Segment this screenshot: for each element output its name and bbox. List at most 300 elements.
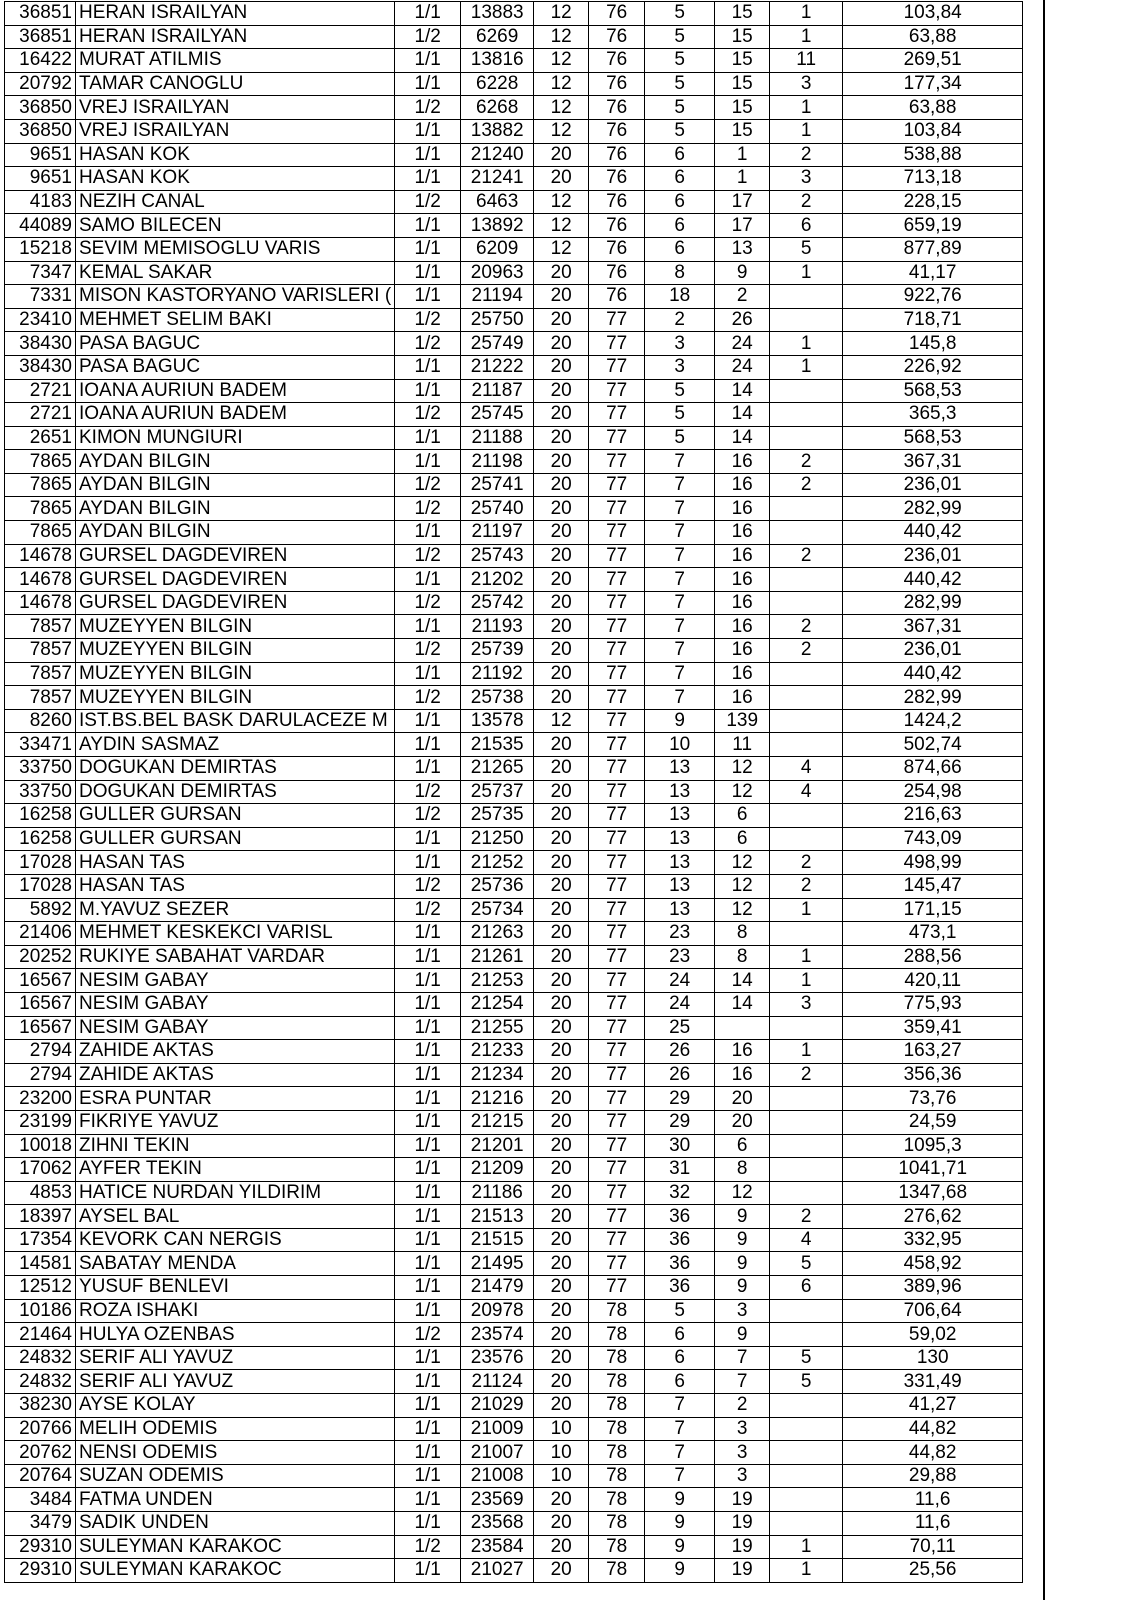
cell-a: 20	[534, 261, 589, 285]
cell-no: 21515	[461, 1228, 534, 1252]
cell-id: 33750	[5, 757, 76, 781]
cell-a: 20	[534, 1228, 589, 1252]
cell-share: 1/1	[395, 1040, 461, 1064]
table-row	[5, 1370, 1023, 1394]
cell-d: 12	[715, 851, 770, 875]
cell-share: 1/1	[395, 1228, 461, 1252]
cell-name: SEVIM MEMISOGLU VARIS	[76, 237, 395, 261]
cell-name: HASAN KOK	[76, 143, 395, 167]
cell-amount: 743,09	[843, 827, 1023, 851]
cell-a: 12	[534, 25, 589, 49]
cell-id: 10018	[5, 1134, 76, 1158]
cell-c: 36	[645, 1228, 715, 1252]
cell-no: 25742	[461, 591, 534, 615]
cell-share: 1/1	[395, 1276, 461, 1300]
cell-amount: 356,36	[843, 1063, 1023, 1087]
cell-c: 7	[645, 473, 715, 497]
table-row	[5, 261, 1023, 285]
cell-share: 1/1	[395, 709, 461, 733]
cell-share: 1/1	[395, 1110, 461, 1134]
cell-name: AYDIN SASMAZ	[76, 733, 395, 757]
cell-c: 5	[645, 379, 715, 403]
cell-no: 21233	[461, 1040, 534, 1064]
cell-name: HERAN ISRAILYAN	[76, 25, 395, 49]
cell-c: 5	[645, 72, 715, 96]
cell-b: 78	[589, 1346, 645, 1370]
cell-e	[770, 662, 843, 686]
cell-b: 77	[589, 733, 645, 757]
cell-id: 20764	[5, 1464, 76, 1488]
cell-no: 21193	[461, 615, 534, 639]
cell-e	[770, 1464, 843, 1488]
cell-d: 16	[715, 544, 770, 568]
cell-amount: 130	[843, 1346, 1023, 1370]
cell-c: 32	[645, 1181, 715, 1205]
cell-b: 78	[589, 1488, 645, 1512]
cell-a: 12	[534, 709, 589, 733]
cell-no: 25743	[461, 544, 534, 568]
cell-e	[770, 1087, 843, 1111]
cell-amount: 226,92	[843, 355, 1023, 379]
cell-d: 7	[715, 1370, 770, 1394]
cell-share: 1/1	[395, 1299, 461, 1323]
cell-e: 1	[770, 96, 843, 120]
cell-a: 20	[534, 1370, 589, 1394]
cell-share: 1/1	[395, 733, 461, 757]
cell-e: 4	[770, 780, 843, 804]
cell-id: 7857	[5, 686, 76, 710]
cell-b: 77	[589, 709, 645, 733]
cell-e	[770, 521, 843, 545]
cell-e	[770, 709, 843, 733]
cell-name: NEZIH CANAL	[76, 190, 395, 214]
cell-e: 1	[770, 25, 843, 49]
cell-share: 1/1	[395, 615, 461, 639]
cell-a: 20	[534, 1488, 589, 1512]
cell-name: HASAN TAS	[76, 874, 395, 898]
cell-name: AYSEL BAL	[76, 1205, 395, 1229]
cell-amount: 440,42	[843, 521, 1023, 545]
cell-amount: 288,56	[843, 945, 1023, 969]
cell-name: IOANA AURIUN BADEM	[76, 403, 395, 427]
cell-amount: 177,34	[843, 72, 1023, 96]
cell-name: SERIF ALI YAVUZ	[76, 1346, 395, 1370]
cell-c: 2	[645, 308, 715, 332]
cell-e: 11	[770, 49, 843, 73]
cell-amount: 145,8	[843, 332, 1023, 356]
cell-no: 21513	[461, 1205, 534, 1229]
cell-b: 77	[589, 379, 645, 403]
cell-id: 44089	[5, 214, 76, 238]
cell-share: 1/1	[395, 426, 461, 450]
cell-no: 21124	[461, 1370, 534, 1394]
cell-no: 21241	[461, 167, 534, 191]
cell-amount: 718,71	[843, 308, 1023, 332]
cell-a: 12	[534, 96, 589, 120]
cell-a: 20	[534, 143, 589, 167]
cell-e	[770, 1181, 843, 1205]
cell-name: GULLER GURSAN	[76, 827, 395, 851]
cell-name: AYDAN BILGIN	[76, 450, 395, 474]
cell-b: 77	[589, 1158, 645, 1182]
cell-share: 1/1	[395, 922, 461, 946]
cell-c: 7	[645, 615, 715, 639]
table-row	[5, 2, 1023, 26]
cell-b: 76	[589, 49, 645, 73]
cell-name: KIMON MUNGIURI	[76, 426, 395, 450]
cell-share: 1/1	[395, 1559, 461, 1583]
table-row	[5, 1441, 1023, 1465]
cell-d: 16	[715, 1063, 770, 1087]
cell-b: 77	[589, 757, 645, 781]
cell-share: 1/2	[395, 1535, 461, 1559]
page-right-rule	[1043, 0, 1045, 1600]
cell-e	[770, 827, 843, 851]
cell-d: 9	[715, 1323, 770, 1347]
cell-b: 77	[589, 1228, 645, 1252]
cell-d: 3	[715, 1299, 770, 1323]
cell-name: SUZAN ODEMIS	[76, 1464, 395, 1488]
cell-share: 1/1	[395, 119, 461, 143]
table-row	[5, 1158, 1023, 1182]
cell-c: 7	[645, 521, 715, 545]
cell-a: 20	[534, 1016, 589, 1040]
cell-id: 3484	[5, 1488, 76, 1512]
cell-b: 78	[589, 1323, 645, 1347]
cell-e	[770, 497, 843, 521]
cell-b: 77	[589, 1276, 645, 1300]
cell-name: MUZEYYEN BILGIN	[76, 662, 395, 686]
cell-c: 13	[645, 874, 715, 898]
cell-a: 20	[534, 1394, 589, 1418]
cell-share: 1/1	[395, 1252, 461, 1276]
cell-amount: 29,88	[843, 1464, 1023, 1488]
cell-a: 20	[534, 662, 589, 686]
table-row	[5, 1512, 1023, 1536]
cell-no: 21252	[461, 851, 534, 875]
cell-id: 2721	[5, 379, 76, 403]
cell-b: 77	[589, 780, 645, 804]
cell-amount: 25,56	[843, 1559, 1023, 1583]
cell-b: 77	[589, 804, 645, 828]
cell-c: 5	[645, 2, 715, 26]
cell-d: 6	[715, 804, 770, 828]
cell-amount: 538,88	[843, 143, 1023, 167]
cell-id: 16258	[5, 827, 76, 851]
table-row	[5, 686, 1023, 710]
cell-d: 19	[715, 1535, 770, 1559]
table-row	[5, 285, 1023, 309]
cell-a: 10	[534, 1464, 589, 1488]
cell-id: 23200	[5, 1087, 76, 1111]
table-row	[5, 1394, 1023, 1418]
cell-no: 21009	[461, 1417, 534, 1441]
cell-name: HASAN TAS	[76, 851, 395, 875]
cell-b: 77	[589, 662, 645, 686]
cell-share: 1/1	[395, 945, 461, 969]
cell-a: 12	[534, 2, 589, 26]
cell-no: 25734	[461, 898, 534, 922]
cell-a: 20	[534, 1181, 589, 1205]
cell-d	[715, 1016, 770, 1040]
cell-d: 13	[715, 237, 770, 261]
cell-b: 77	[589, 945, 645, 969]
cell-b: 78	[589, 1441, 645, 1465]
table-row	[5, 568, 1023, 592]
cell-a: 12	[534, 214, 589, 238]
cell-name: ZIHNI TEKIN	[76, 1134, 395, 1158]
table-row	[5, 1205, 1023, 1229]
cell-e: 3	[770, 72, 843, 96]
cell-e	[770, 733, 843, 757]
cell-id: 7857	[5, 662, 76, 686]
cell-d: 16	[715, 450, 770, 474]
cell-d: 8	[715, 1158, 770, 1182]
cell-d: 6	[715, 1134, 770, 1158]
cell-b: 77	[589, 639, 645, 663]
cell-no: 21535	[461, 733, 534, 757]
cell-b: 78	[589, 1417, 645, 1441]
cell-c: 5	[645, 119, 715, 143]
table-row	[5, 1417, 1023, 1441]
table-row	[5, 1110, 1023, 1134]
cell-a: 20	[534, 898, 589, 922]
cell-d: 16	[715, 568, 770, 592]
cell-no: 21216	[461, 1087, 534, 1111]
cell-d: 20	[715, 1087, 770, 1111]
cell-amount: 568,53	[843, 379, 1023, 403]
cell-no: 13883	[461, 2, 534, 26]
cell-no: 25740	[461, 497, 534, 521]
cell-d: 9	[715, 1276, 770, 1300]
cell-a: 20	[534, 969, 589, 993]
cell-id: 14678	[5, 544, 76, 568]
cell-id: 23410	[5, 308, 76, 332]
cell-b: 77	[589, 1134, 645, 1158]
cell-amount: 236,01	[843, 639, 1023, 663]
cell-c: 5	[645, 25, 715, 49]
cell-no: 23569	[461, 1488, 534, 1512]
table-row	[5, 119, 1023, 143]
cell-c: 5	[645, 426, 715, 450]
cell-no: 21192	[461, 662, 534, 686]
cell-name: NESIM GABAY	[76, 992, 395, 1016]
cell-name: VREJ ISRAILYAN	[76, 119, 395, 143]
cell-c: 10	[645, 733, 715, 757]
table-row	[5, 403, 1023, 427]
cell-d: 1	[715, 167, 770, 191]
cell-b: 77	[589, 1040, 645, 1064]
cell-a: 20	[534, 568, 589, 592]
cell-b: 77	[589, 332, 645, 356]
table-row	[5, 615, 1023, 639]
cell-share: 1/1	[395, 1087, 461, 1111]
cell-share: 1/2	[395, 874, 461, 898]
cell-amount: 269,51	[843, 49, 1023, 73]
cell-e	[770, 1299, 843, 1323]
cell-e: 2	[770, 190, 843, 214]
table-row	[5, 332, 1023, 356]
cell-amount: 473,1	[843, 922, 1023, 946]
cell-no: 21209	[461, 1158, 534, 1182]
cell-name: ESRA PUNTAR	[76, 1087, 395, 1111]
cell-e	[770, 922, 843, 946]
cell-name: GURSEL DAGDEVIREN	[76, 591, 395, 615]
cell-no: 21255	[461, 1016, 534, 1040]
cell-a: 20	[534, 1087, 589, 1111]
cell-e	[770, 591, 843, 615]
cell-id: 2721	[5, 403, 76, 427]
cell-no: 6269	[461, 25, 534, 49]
cell-c: 7	[645, 544, 715, 568]
cell-amount: 103,84	[843, 2, 1023, 26]
cell-id: 7331	[5, 285, 76, 309]
cell-b: 77	[589, 473, 645, 497]
cell-no: 21240	[461, 143, 534, 167]
cell-e: 1	[770, 119, 843, 143]
cell-id: 14678	[5, 568, 76, 592]
cell-share: 1/1	[395, 1158, 461, 1182]
cell-c: 9	[645, 1512, 715, 1536]
cell-share: 1/2	[395, 96, 461, 120]
cell-no: 25736	[461, 874, 534, 898]
cell-a: 20	[534, 497, 589, 521]
table-row	[5, 214, 1023, 238]
cell-d: 19	[715, 1488, 770, 1512]
table-row	[5, 1063, 1023, 1087]
cell-no: 21008	[461, 1464, 534, 1488]
cell-d: 16	[715, 497, 770, 521]
cell-e: 5	[770, 1370, 843, 1394]
cell-d: 17	[715, 190, 770, 214]
cell-id: 9651	[5, 167, 76, 191]
cell-d: 15	[715, 49, 770, 73]
cell-d: 16	[715, 686, 770, 710]
table-row	[5, 898, 1023, 922]
cell-b: 77	[589, 497, 645, 521]
cell-no: 21265	[461, 757, 534, 781]
cell-b: 76	[589, 237, 645, 261]
cell-share: 1/1	[395, 2, 461, 26]
cell-c: 7	[645, 591, 715, 615]
cell-e: 1	[770, 2, 843, 26]
cell-e	[770, 379, 843, 403]
cell-amount: 11,6	[843, 1512, 1023, 1536]
cell-b: 77	[589, 615, 645, 639]
cell-d: 14	[715, 969, 770, 993]
cell-share: 1/1	[395, 167, 461, 191]
cell-name: SULEYMAN KARAKOC	[76, 1535, 395, 1559]
cell-c: 24	[645, 969, 715, 993]
cell-name: MUZEYYEN BILGIN	[76, 615, 395, 639]
cell-c: 6	[645, 237, 715, 261]
cell-b: 77	[589, 851, 645, 875]
cell-b: 76	[589, 190, 645, 214]
cell-share: 1/1	[395, 827, 461, 851]
cell-no: 23574	[461, 1323, 534, 1347]
cell-amount: 41,27	[843, 1394, 1023, 1418]
cell-c: 30	[645, 1134, 715, 1158]
cell-d: 16	[715, 639, 770, 663]
cell-id: 20762	[5, 1441, 76, 1465]
cell-c: 36	[645, 1252, 715, 1276]
cell-name: ZAHIDE AKTAS	[76, 1040, 395, 1064]
cell-d: 15	[715, 96, 770, 120]
cell-d: 2	[715, 285, 770, 309]
cell-amount: 440,42	[843, 662, 1023, 686]
cell-d: 12	[715, 757, 770, 781]
cell-id: 4183	[5, 190, 76, 214]
cell-amount: 11,6	[843, 1488, 1023, 1512]
cell-amount: 365,3	[843, 403, 1023, 427]
table-row	[5, 1040, 1023, 1064]
cell-no: 20978	[461, 1299, 534, 1323]
cell-id: 24832	[5, 1346, 76, 1370]
table-row	[5, 639, 1023, 663]
cell-c: 36	[645, 1205, 715, 1229]
cell-share: 1/1	[395, 1181, 461, 1205]
cell-a: 10	[534, 1441, 589, 1465]
cell-d: 20	[715, 1110, 770, 1134]
cell-b: 77	[589, 827, 645, 851]
cell-e: 2	[770, 1063, 843, 1087]
cell-name: MELIH ODEMIS	[76, 1417, 395, 1441]
cell-id: 16258	[5, 804, 76, 828]
cell-no: 6463	[461, 190, 534, 214]
cell-no: 21222	[461, 355, 534, 379]
cell-no: 21027	[461, 1559, 534, 1583]
cell-c: 23	[645, 922, 715, 946]
cell-id: 14581	[5, 1252, 76, 1276]
cell-id: 17062	[5, 1158, 76, 1182]
cell-share: 1/1	[395, 662, 461, 686]
cell-b: 77	[589, 521, 645, 545]
cell-e: 3	[770, 167, 843, 191]
cell-id: 7865	[5, 473, 76, 497]
cell-e: 6	[770, 1276, 843, 1300]
cell-amount: 44,82	[843, 1417, 1023, 1441]
cell-no: 20963	[461, 261, 534, 285]
cell-e: 5	[770, 1252, 843, 1276]
cell-e: 1	[770, 898, 843, 922]
table-row	[5, 308, 1023, 332]
cell-name: PASA BAGUC	[76, 332, 395, 356]
cell-amount: 103,84	[843, 119, 1023, 143]
cell-share: 1/2	[395, 25, 461, 49]
cell-e: 1	[770, 1040, 843, 1064]
cell-c: 7	[645, 1394, 715, 1418]
cell-no: 21198	[461, 450, 534, 474]
cell-name: HERAN ISRAILYAN	[76, 2, 395, 26]
cell-amount: 63,88	[843, 25, 1023, 49]
cell-no: 25739	[461, 639, 534, 663]
cell-e	[770, 1323, 843, 1347]
cell-a: 20	[534, 1063, 589, 1087]
cell-no: 21197	[461, 521, 534, 545]
cell-b: 76	[589, 285, 645, 309]
cell-share: 1/1	[395, 568, 461, 592]
cell-b: 77	[589, 308, 645, 332]
cell-c: 13	[645, 780, 715, 804]
cell-amount: 145,47	[843, 874, 1023, 898]
cell-e: 1	[770, 1559, 843, 1583]
cell-id: 36851	[5, 2, 76, 26]
cell-c: 26	[645, 1040, 715, 1064]
cell-e	[770, 426, 843, 450]
table-row	[5, 1323, 1023, 1347]
cell-a: 20	[534, 733, 589, 757]
cell-id: 29310	[5, 1559, 76, 1583]
